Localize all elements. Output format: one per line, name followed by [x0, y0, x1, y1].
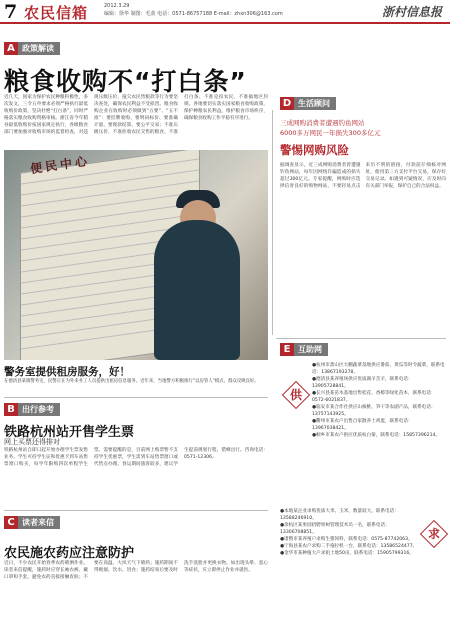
section-a-label: 政策解读	[18, 42, 60, 55]
supply-marker: 供	[282, 381, 310, 409]
divider	[276, 338, 446, 339]
issue-date: 2012.3.29	[104, 3, 130, 9]
list-item: ●余杭区某果园招聘果树管理技术员一名，联系电话：13306708851。	[280, 523, 390, 535]
section-b-tag	[4, 403, 60, 416]
list-item: ●宁海县某农户求购二手拖拉机一台，联系电话：13586524477。	[280, 544, 418, 549]
editor-contact: 编辑：徐华 制图：毛蓝 电话：0571-86757188 E-mail：zhxn306@163.com	[104, 11, 283, 17]
list-item: ●德清县某养殖场供应优质湖羊羔羊，联系电话：13905728841。	[312, 377, 413, 389]
list-item: ●本地某企业求购优质大米、玉米，数量较大，联系电话：13588246910。	[280, 509, 399, 521]
news-photo	[4, 150, 268, 360]
police-officer	[154, 220, 240, 360]
section-e-letter: E	[280, 343, 294, 356]
section-e-label: 互助网	[294, 343, 328, 356]
divider	[4, 397, 268, 398]
section-c-tag	[4, 516, 60, 529]
list-item: ●金华市某种植大户求租土地50亩，联系电话：15905799316。	[280, 551, 414, 556]
section-d-label: 生活顾问	[294, 97, 336, 110]
section-a-body: 近几天，国家为保护农民种粮积极性，多次发文，三令五申要求必须严格执行最低收购价政策，坚决杜绝“打白条”，同时严格落实粮食收购资格审核。浙江省今年稻谷最低收购价按国家规定执行，各级粮食部门要加强对收购市场的监督检查，对违规压级压价、拖欠农民售粮款等行为要坚决查处，确保农民利益不受损害。粮食收购企业在收购时必须做到“五要”、“五不准”：要挂牌收购、要明码标价、要准确计量、要现款结算、要公平交易；不准压级压价、不准拒收农民交售的粮食、不准打白条、不准克扣农民、不准搞地区封锁。各地要切实落实国家粮食收购政策，保护种粮农民利益，维护粮食市场秩序，确保粮食收购工作平稳有序进行。	[4, 95, 268, 135]
header-meta	[104, 2, 334, 18]
list-item: ●临安市某合作社供应山核桃、笋干等农副产品，联系电话：13757143925。	[312, 405, 436, 417]
section-c-headline: 农民施农药应注意防护	[4, 546, 135, 561]
divider	[4, 510, 268, 511]
section-d-intro: 三成网购消费者遭遇钓鱼网站	[280, 119, 365, 127]
section-e-tag	[280, 343, 328, 356]
column-divider	[272, 110, 273, 335]
section-b-label: 出行参考	[18, 403, 60, 416]
page-header	[0, 0, 450, 24]
section-d-body: 据调查显示，近三成网购消费者曾遭遇钓鱼网站，每年因网络诈骗造成的损失超过300亿元。专家提醒，网购时应选择信誉良好的购物网站，不要轻易点击来历不明的链接，付款前仔细核对网址，使用第三方支付平台交易，保存好交易记录。如遇到可疑情况，应及时向有关部门举报，保护自己的合法权益。	[280, 163, 446, 189]
photo-caption-title: 警务室提供租房服务，好！	[4, 366, 130, 378]
list-item: ●杭州市萧山区大棚蔬菜基地供应番茄、黄瓜等时令蔬菜，联系电话：13867193278。	[312, 363, 445, 375]
section-b-headline: 铁路杭州站开售学生票	[4, 425, 135, 440]
section-b-letter: B	[4, 403, 18, 416]
section-title: 农民信箱	[24, 4, 89, 22]
supply-list	[312, 362, 446, 504]
notice-board-title: 便民中心	[29, 153, 91, 177]
demand-marker: 求	[420, 520, 448, 548]
list-item: ●诸暨市某养殖户求购生猪饲料，联系电话：0575-87742063。	[280, 537, 413, 542]
page-number: 7	[4, 1, 18, 23]
section-d-headline: 警惕网购风险	[280, 143, 349, 157]
newspaper-masthead: 浙村信息报	[381, 5, 442, 19]
list-item: ●长兴县某苗木基地出售桂花、香樟等绿化苗木，联系电话：0572-6021837。	[312, 391, 436, 403]
section-d-tag	[280, 97, 336, 110]
section-c-body: 近日，不少农民开始春季农药喷洒作业。读者来信提醒，施药时应穿长袖衣裤，戴口罩和手套，避免农药直接接触皮肤；不要在高温、大风天气下喷药；施药期间不得吸烟、饮水、进食；施药结束后要及时洗手洗脸并更换衣物。如出现头晕、恶心等症状，应立即停止作业并就医。	[4, 561, 268, 580]
section-a-tag	[4, 42, 60, 55]
section-c-letter: C	[4, 516, 18, 529]
demand-list	[280, 508, 420, 636]
section-a-letter: A	[4, 42, 18, 55]
section-b-body: 铁路杭州站自即日起开始办理学生票发售业务。学生可持学生证和优惠卡到车站售票窗口购买，每学年限购四次单程学生票。需要提醒的是，目前网上购票暂不支持学生优惠票，学生需到车站售票窗口或代售点办理。春运期间旅客较多，建议学生提前规划行程，错峰出行。咨询电话：0571-12306。	[4, 448, 268, 467]
section-d-letter: D	[280, 97, 294, 110]
section-c-label: 读者来信	[18, 516, 60, 529]
section-a-headline: 粮食收购不“打白条”	[4, 67, 247, 96]
section-b-subhead: 网上买票还得排对	[4, 438, 60, 446]
list-item: ●衢州市某农户出售自家散养土鸡蛋，联系电话：13967038421。	[312, 419, 413, 431]
section-d-intro-2: 6000多万网民一年损失300多亿元	[280, 129, 381, 137]
photo-caption-text: 在德清县某镇警务室，民警正在为外来务工人员提供出租房信息服务。近年来，当地警方积极推行“以房管人”模式，群众反映良好。	[4, 379, 259, 384]
list-item: ●桐乡市某农户供应优质杭白菊，联系电话：15857396214。	[312, 433, 441, 438]
